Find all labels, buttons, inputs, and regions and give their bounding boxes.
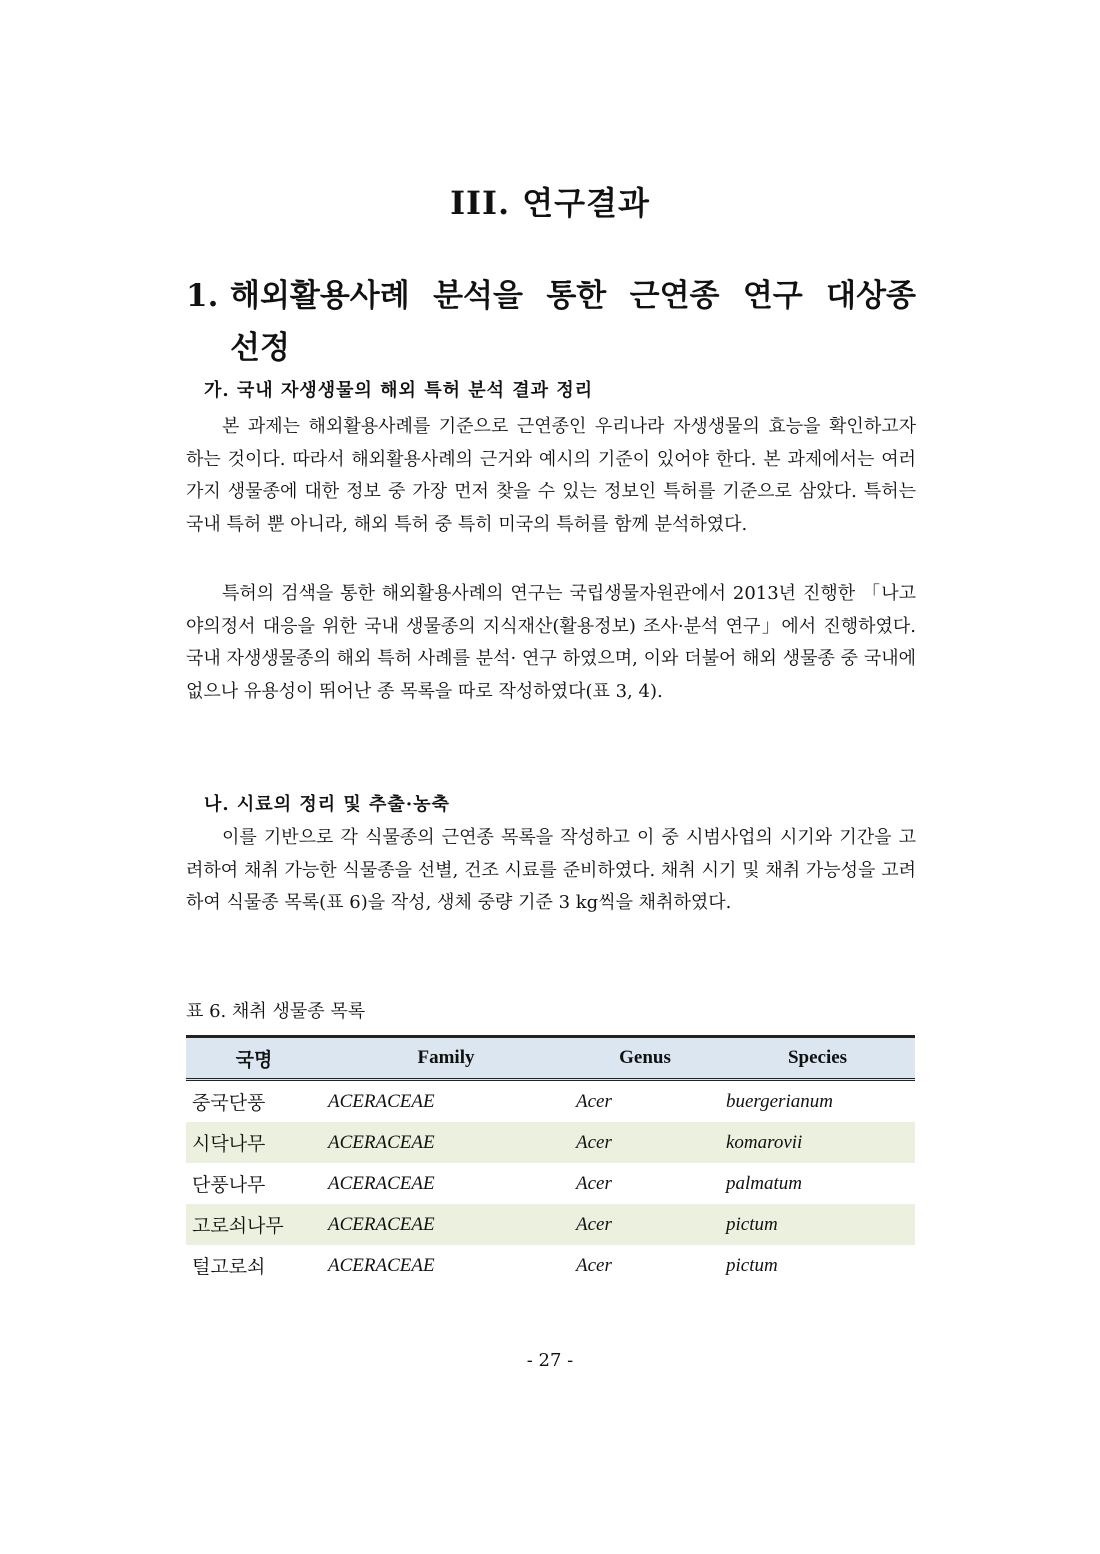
table-row [186, 1245, 915, 1286]
cell-genus: Acer [576, 1131, 612, 1153]
species-table [186, 1035, 915, 1286]
cell-family: ACERACEAE [328, 1172, 435, 1194]
cell-genus: Acer [576, 1090, 612, 1112]
cell-family: ACERACEAE [328, 1254, 435, 1276]
section-number: 1. [186, 278, 219, 314]
table-caption: 표 6. 채취 생물종 목록 [186, 1001, 366, 1022]
table-row [186, 1163, 915, 1204]
table-row [186, 1122, 915, 1163]
table-row [186, 1080, 915, 1123]
subsection-a-paragraph-1: 본 과제는 해외활용사례를 기준으로 근연종인 우리나라 자생생물의 효능을 확인하고자 하는 것이다. 따라서 해외활용사례의 근거와 예시의 기준이 있어야 한다. 본 과제에서는 여러 가지 생물종에 대한 정보 중 가장 먼저 찾을 수 있는 정보인 특허를 기준으로 삼았다. 특허는 국내 특허 뿐 아니라, 해외 특허 중 특히 미국의 특허를 함께 분석하였다. [186, 416, 916, 535]
cell-korean-name: 털고로쇠 [192, 1256, 266, 1278]
cell-species: buergerianum [726, 1090, 833, 1112]
subsection-b-paragraph-1: 이를 기반으로 각 식물종의 근연종 목록을 작성하고 이 중 시범사업의 시기와 기간을 고려하여 채취 가능한 식물종을 선별, 건조 시료를 준비하였다. 채취 시기 및 채취 가능성을 고려하여 식물종 목록(표 6)을 작성, 생체 중량 기준 3 kg씩을 채취하였다. [186, 827, 916, 913]
subsection-a-paragraph-2: 특허의 검색을 통한 해외활용사례의 연구는 국립생물자원관에서 2013년 진행한 「나고야의정서 대응을 위한 국내 생물종의 지식재산(활용정보) 조사·분석 연구」에서 진행하였다. 국내 자생생물종의 해외 특허 사례를 분석· 연구 하였으며, 이와 더불어 해외 생물종 중 국내에 없으나 유용성이 뛰어난 종 목록을 따로 작성하였다(표 3, 4). [186, 583, 916, 702]
cell-korean-name: 단풍나무 [192, 1174, 266, 1196]
table-header-row [186, 1037, 915, 1080]
cell-family: ACERACEAE [328, 1213, 435, 1235]
cell-species: komarovii [726, 1131, 803, 1153]
cell-species: palmatum [726, 1172, 802, 1194]
section-title [186, 270, 916, 374]
header-genus: Genus [570, 1037, 720, 1080]
header-species: Species [720, 1037, 915, 1080]
cell-genus: Acer [576, 1213, 612, 1235]
cell-korean-name: 시닥나무 [192, 1133, 266, 1155]
subsection-a-heading: 가. 국내 자생생물의 해외 특허 분석 결과 정리 [204, 380, 594, 401]
cell-species: pictum [726, 1254, 778, 1276]
section-title-line2: 선정 [230, 330, 290, 366]
header-korean-name: 국명 [186, 1037, 322, 1080]
subsection-b-heading: 나. 시료의 정리 및 추출·농축 [204, 794, 450, 815]
page-number: - 27 - [526, 1350, 574, 1371]
cell-genus: Acer [576, 1254, 612, 1276]
cell-genus: Acer [576, 1172, 612, 1194]
table-row [186, 1204, 915, 1245]
cell-korean-name: 중국단풍 [192, 1092, 266, 1114]
header-family: Family [322, 1037, 570, 1080]
chapter-title: III. 연구결과 [450, 184, 650, 222]
cell-species: pictum [726, 1213, 778, 1235]
section-title-line1: 해외활용사례 분석을 통한 근연종 연구 대상종 [230, 278, 916, 314]
cell-korean-name: 고로쇠나무 [192, 1215, 284, 1237]
cell-family: ACERACEAE [328, 1131, 435, 1153]
cell-family: ACERACEAE [328, 1090, 435, 1112]
